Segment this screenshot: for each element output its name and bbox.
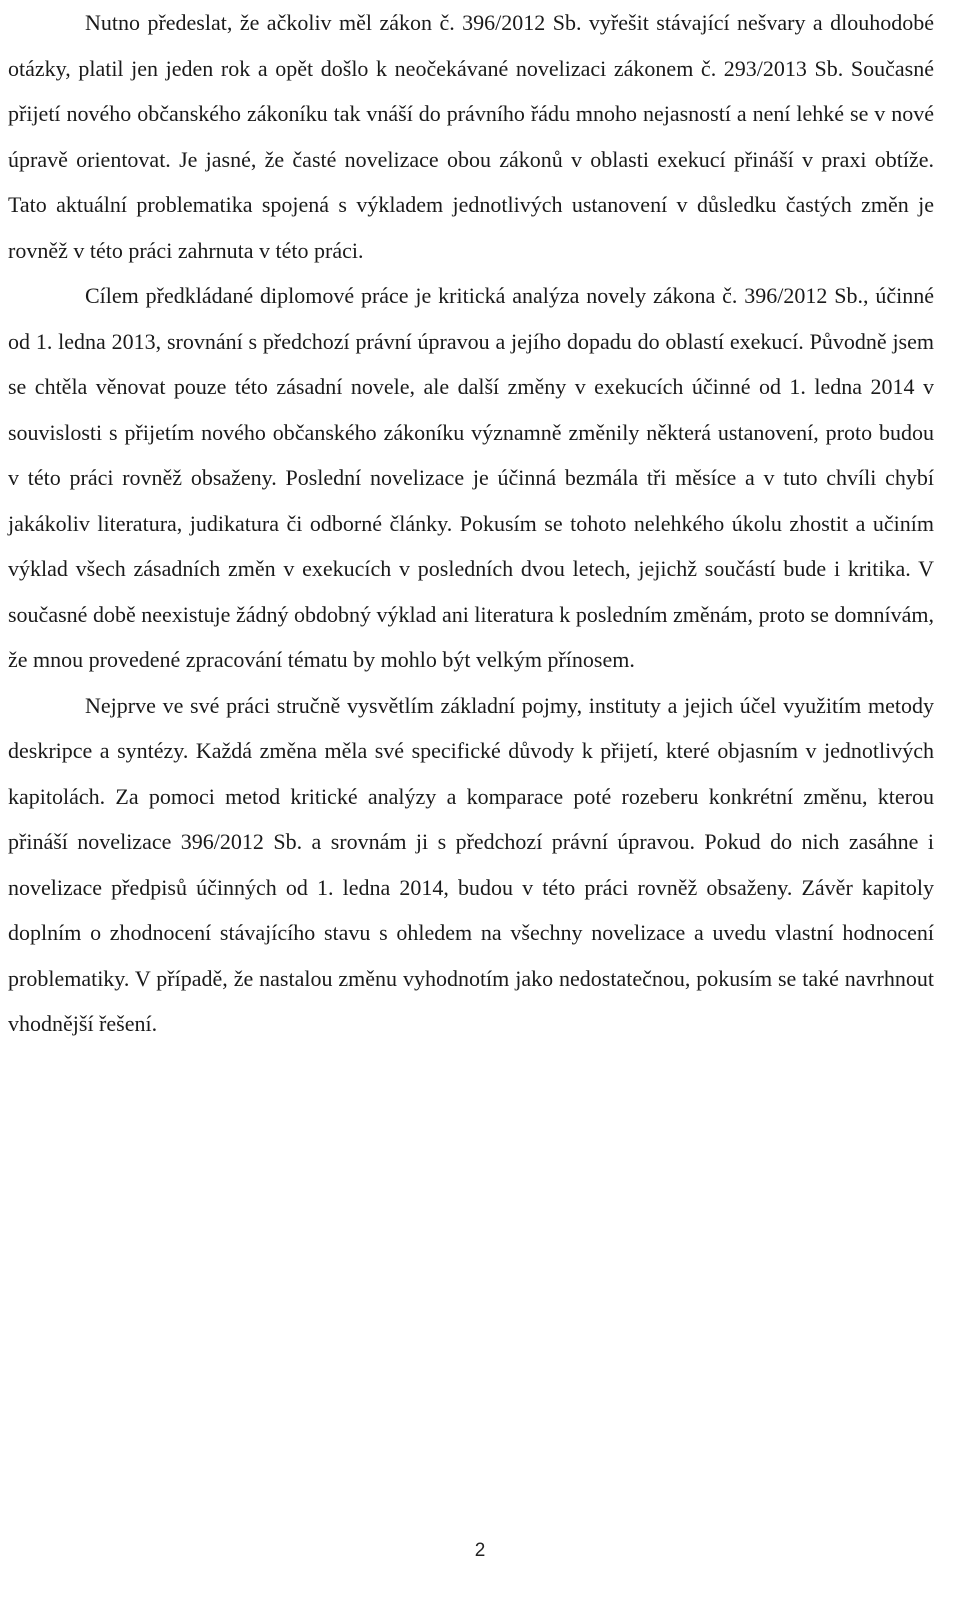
body-text (8, 0, 934, 1047)
page-number: 2 (474, 1540, 486, 1561)
paragraph-goal: Cílem předkládané diplomové práce je kritická analýza novely zákona č. 396/2012 Sb., účinné od 1. ledna 2013, srovnání s předchozí právní úpravou a jejího dopadu do oblastí exekucí. Původně jsem se chtěla věnovat pouze této zásadní novele, ale další změny v exekucích účinné od 1. ledna 2014 v souvislosti s přijetím nového občanského zákoníku významně změnily některá ustanovení, proto budou v této práci rovněž obsaženy. Poslední novelizace je účinná bezmála tři měsíce a v tuto chvíli chybí jakákoliv literatura, judikatura či odborné články. Pokusím se tohoto nelehkého úkolu zhostit a učiním výklad všech zásadních změn v exekucích v posledních dvou letech, jejichž součástí bude i kritika. V současné době neexistuje žádný obdobný výklad ani literatura k posledním změnám, proto se domnívám, že mnou provedené zpracování tématu by mohlo být velkým přínosem. (8, 283, 934, 672)
paragraph-intro: Nutno předeslat, že ačkoliv měl zákon č. 396/2012 Sb. vyřešit stávající nešvary a dlouhodobé otázky, platil jen jeden rok a opět došlo k neočekávané novelizaci zákonem č. 293/2013 Sb. Současné přijetí nového občanského zákoníku tak vnáší do právního řádu mnoho nejasností a není lehké se v nové úpravě orientovat. Je jasné, že časté novelizace obou zákonů v oblasti exekucí přináší v praxi obtíže. Tato aktuální problematika spojená s výkladem jednotlivých ustanovení v důsledku častých změn je rovněž v této práci zahrnuta v této práci. (8, 10, 934, 263)
paragraph-method: Nejprve ve své práci stručně vysvětlím základní pojmy, instituty a jejich účel využitím metody deskripce a syntézy. Každá změna měla své specifické důvody k přijetí, které objasním v jednotlivých kapitolách. Za pomoci metod kritické analýzy a komparace poté rozeberu konkrétní změnu, kterou přináší novelizace 396/2012 Sb. a srovnám ji s předchozí právní úpravou. Pokud do nich zasáhne i novelizace předpisů účinných od 1. ledna 2014, budou v této práci rovněž obsaženy. Závěr kapitoly doplním o zhodnocení stávajícího stavu s ohledem na všechny novelizace a uvedu vlastní hodnocení problematiky. V případě, že nastalou změnu vyhodnotím jako nedostatečnou, pokusím se také navrhnout vhodnější řešení. (8, 692, 934, 1036)
